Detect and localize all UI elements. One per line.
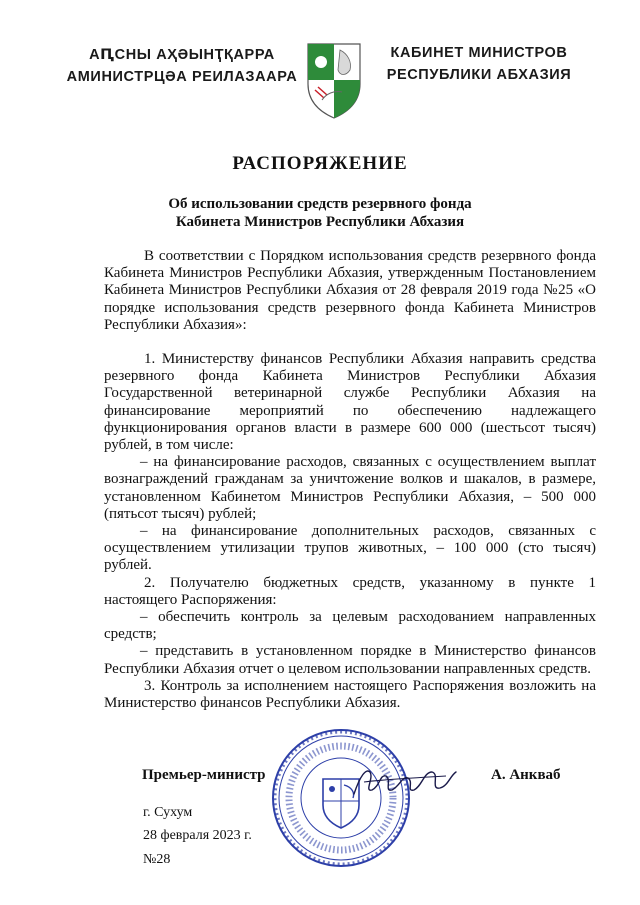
subtitle-line1: Об использовании средств резервного фонда [168,196,472,212]
signatory-position: Премьер-министр [142,767,266,783]
subtitle-line2: Кабинета Министров Республики Абхазия [175,214,465,230]
header-left-line1: АԤСНЫ АҲӘЫНҬҚАРРА [89,47,275,63]
handwritten-signature [350,764,460,802]
item-2-paragraph: 2. Получателю бюджетных средств, указанному в пункте 1 настоящего Распоряжения: [104,574,596,608]
item-2-sub-report: – представить в установленном порядке в Министерство финансов Республики Абхазия отчет о целевом использовании направленных средств. [104,643,596,677]
item-1-sub-wolves: – на финансирование расходов, связанных с осуществлением выплат вознаграждений гражданам за уничтожение волков и шакалов, в размере, установленном Кабинетом Министров Республики Абхазия, – 500 000 (пятьсот тысяч) рублей; [104,454,596,522]
preamble-paragraph: В соответствии с Порядком использования средств резервного фонда Кабинета Министров Республики Абхазия, утвержденным Постановлением Кабинета Министров Республики Абхазия от 28 февраля 2019 года №25 «О порядке использования средств резервного фонда Кабинета Министров Республики Абхазия»: [104,248,596,333]
document-subtitle [0,195,640,231]
document-title: РАСПОРЯЖЕНИЕ [232,153,408,174]
issue-city: г. Сухум [143,805,193,820]
document-body [104,248,596,712]
issue-date: 28 февраля 2023 г. [143,828,252,843]
header-left-line2: АМИНИСТРЦӘА РЕИЛАЗААРА [66,69,298,85]
item-1-sub-disposal: – на финансирование дополнительных расходов, связанных с осуществлением утилизации трупов животных, – 100 000 (сто тысяч) рублей. [104,523,596,574]
header-right-line2: РЕСПУБЛИКИ АБХАЗИЯ [386,67,572,83]
document-number: №28 [143,852,171,867]
item-3-paragraph: 3. Контроль за исполнением настоящего Распоряжения возложить на Министерство финансов Республики Абхазия. [104,677,596,712]
item-2-sub-control: – обеспечить контроль за целевым расходованием направленных средств; [104,609,596,643]
header-right [372,42,586,86]
coat-of-arms-icon [304,40,364,120]
header-left [66,44,298,88]
signatory-name: А. Анкваб [491,767,561,783]
item-1-paragraph: 1. Министерству финансов Республики Абхазия направить средства резервного фонда Кабинета Министров Республики Абхазия Государственной ветеринарной службе Республики Абхазия на финансирование мероприятий по обеспечению надлежащего функционирования органов власти в размере 600 000 (шестьсот тысяч) рублей, в том числе: [104,351,596,454]
header-right-line1: КАБИНЕТ МИНИСТРОВ [390,45,568,61]
